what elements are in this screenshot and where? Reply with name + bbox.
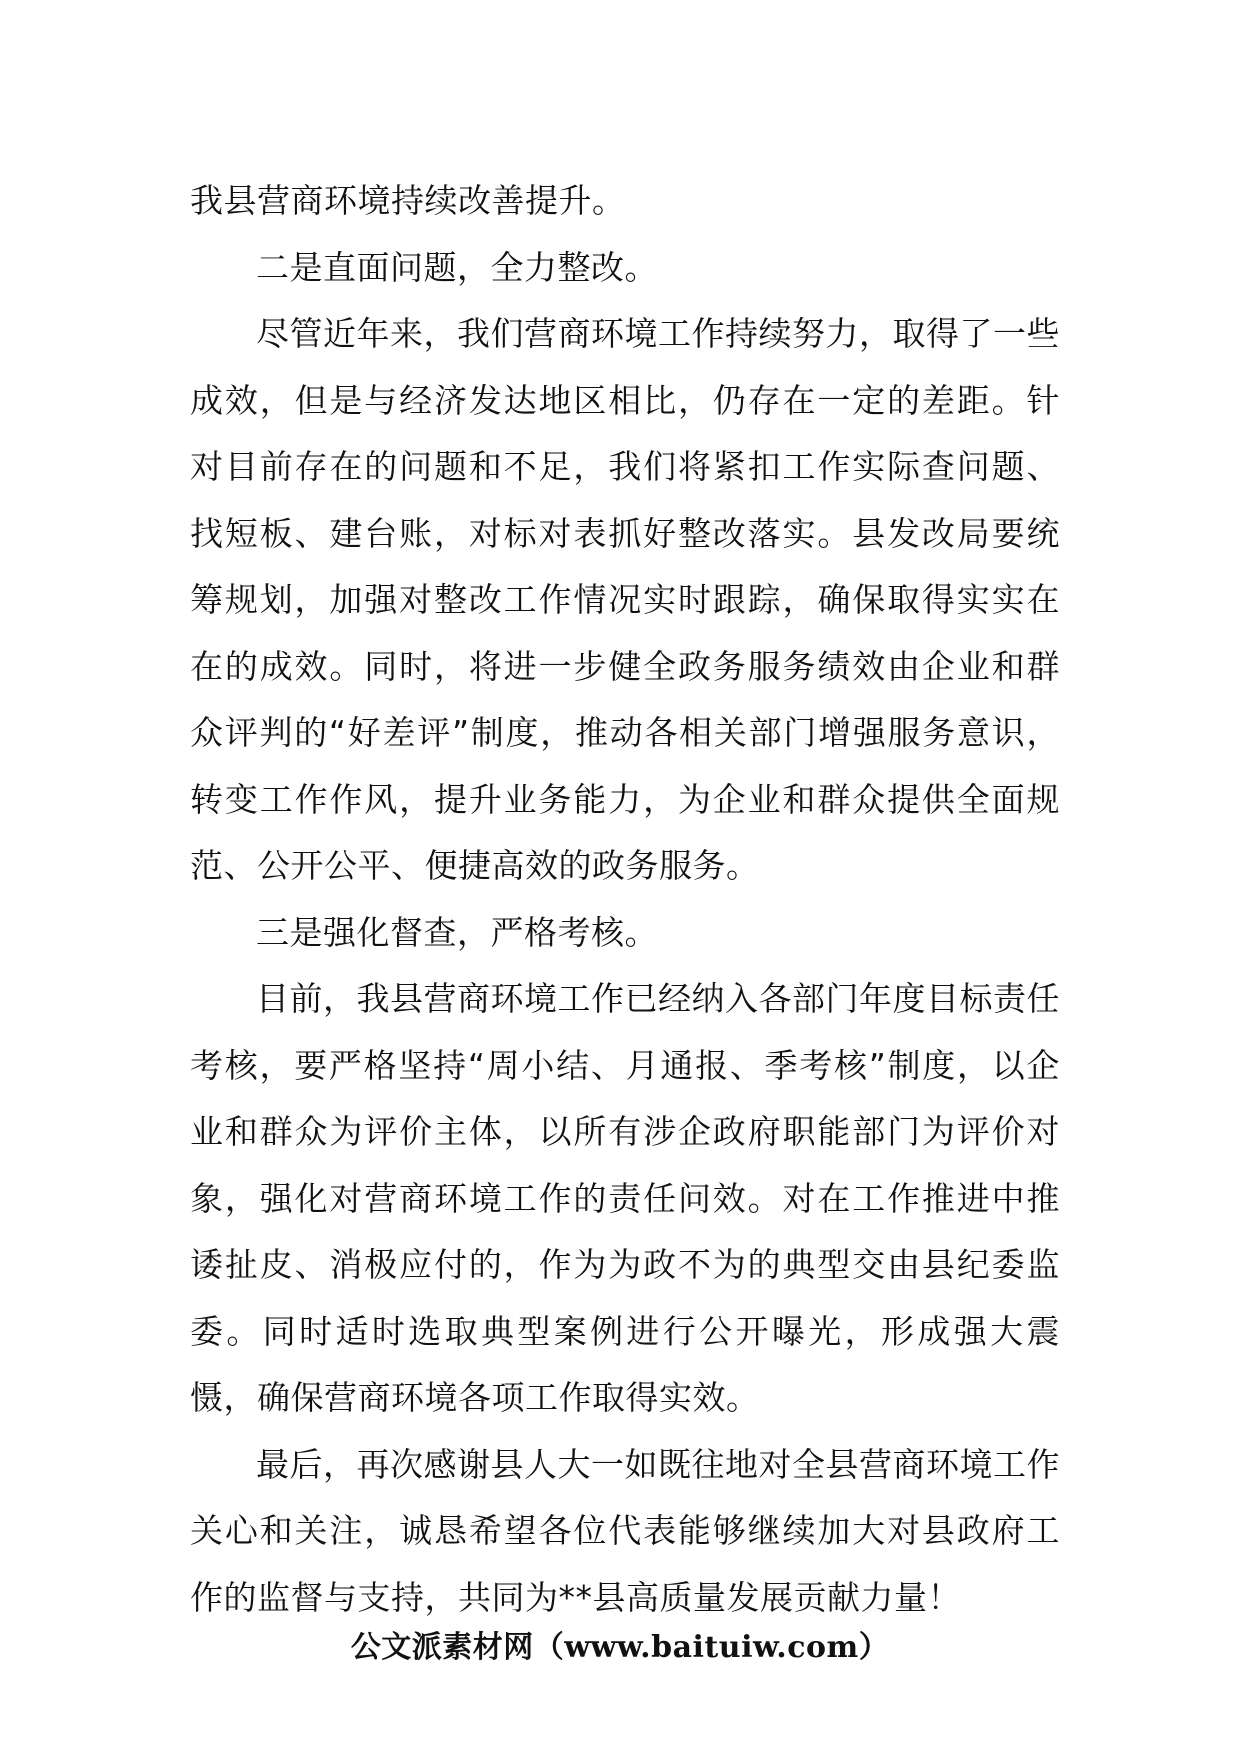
paragraph-rectification: 尽管近年来，我们营商环境工作持续努力，取得了一些成效，但是与经济发达地区相比，仍存在一定的差距。针对目前存在的问题和不足，我们将紧扣工作实际查问题、找短板、建台账，对标对表抓好整改落实。县发改局要统筹规划，加强对整改工作情况实时跟踪，确保取得实实在在的成效。同时，将进一步健全政务服务绩效由企业和群众评判的“好差评”制度，推动各相关部门增强服务意识，转变工作作风，提升业务能力，为企业和群众提供全面规范、公开公平、便捷高效的政务服务。 — [190, 314, 1060, 885]
paragraph-assessment: 目前，我县营商环境工作已经纳入各部门年度目标责任考核，要严格坚持“周小结、月通报、季考核”制度，以企业和群众为评价主体，以所有涉企政府职能部门为评价对象，强化对营商环境工作的责任问效。对在工作推进中推诿扯皮、消极应付的，作为为政不为的典型交由县纪委监委。同时适时选取典型案例进行公开曝光，形成强大震慑，确保营商环境各项工作取得实效。 — [190, 979, 1060, 1417]
section-heading-two: 二是直面问题，全力整改。 — [256, 247, 658, 287]
paragraph-continuation: 我县营商环境持续改善提升。 — [190, 181, 626, 220]
section-heading-three: 三是强化督查，严格考核。 — [256, 912, 658, 952]
document-body — [190, 168, 1060, 1631]
paragraph-closing: 最后，再次感谢县人大一如既往地对全县营商环境工作关心和关注，诚恳希望各位代表能够继续加大对县政府工作的监督与支持，共同为**县高质量发展贡献力量！ — [190, 1444, 1060, 1617]
footer-watermark: 公文派素材网（www.baituiw.com） — [350, 1630, 890, 1665]
